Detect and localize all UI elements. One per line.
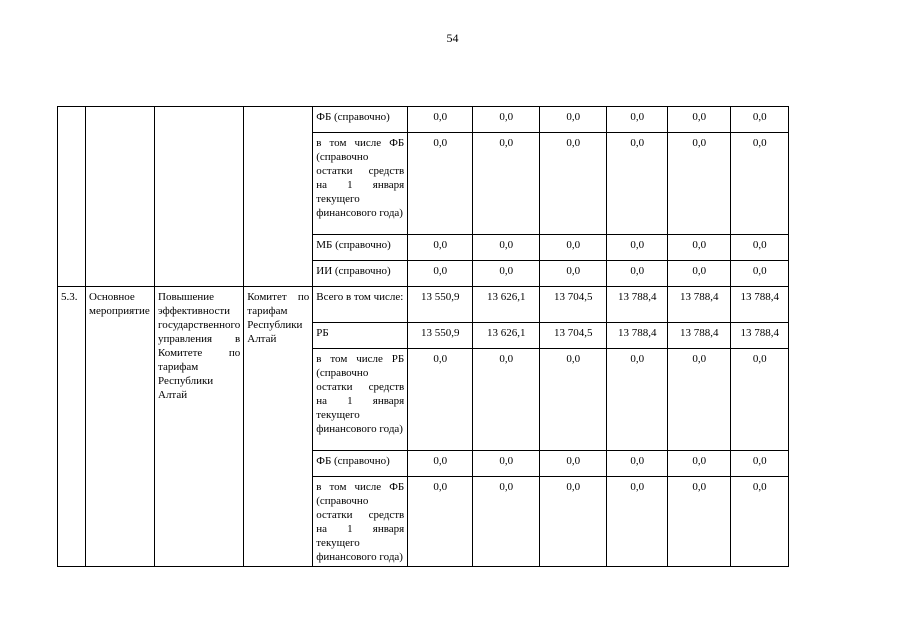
source-cell: ФБ (справочно)	[313, 107, 408, 133]
empty-cell	[155, 107, 244, 287]
value-cell: 0,0	[408, 107, 473, 133]
value-cell: 0,0	[731, 133, 789, 235]
value-cell: 0,0	[731, 451, 789, 477]
value-cell: 0,0	[408, 349, 473, 451]
value-cell: 0,0	[668, 261, 731, 287]
value-cell: 13 788,4	[668, 287, 731, 323]
value-cell: 0,0	[731, 349, 789, 451]
value-cell: 0,0	[473, 107, 540, 133]
value-cell: 0,0	[668, 235, 731, 261]
value-cell: 0,0	[473, 451, 540, 477]
source-cell: РБ	[313, 323, 408, 349]
value-cell: 0,0	[607, 451, 668, 477]
value-cell: 0,0	[607, 133, 668, 235]
table-row	[58, 107, 789, 133]
value-cell: 0,0	[607, 349, 668, 451]
value-cell: 0,0	[607, 235, 668, 261]
value-cell: 0,0	[408, 133, 473, 235]
value-cell: 13 626,1	[473, 323, 540, 349]
value-cell: 13 788,4	[607, 287, 668, 323]
source-cell: в том числе ФБ (справочно остатки средств на 1 января текущего финансового года)	[313, 133, 408, 235]
value-cell: 0,0	[668, 107, 731, 133]
value-cell: 0,0	[408, 235, 473, 261]
value-cell: 0,0	[731, 107, 789, 133]
empty-cell	[244, 107, 313, 287]
value-cell: 13 704,5	[540, 287, 607, 323]
value-cell: 0,0	[408, 261, 473, 287]
source-cell: в том числе ФБ (справочно остатки средств на 1 января текущего финансового года)	[313, 477, 408, 567]
value-cell: 0,0	[607, 261, 668, 287]
value-cell: 0,0	[473, 477, 540, 567]
value-cell: 0,0	[408, 451, 473, 477]
value-cell: 0,0	[731, 477, 789, 567]
value-cell: 0,0	[473, 349, 540, 451]
value-cell: 13 550,9	[408, 287, 473, 323]
value-cell: 0,0	[607, 107, 668, 133]
value-cell: 0,0	[473, 235, 540, 261]
value-cell: 0,0	[668, 451, 731, 477]
source-cell: ИИ (справочно)	[313, 261, 408, 287]
value-cell: 13 788,4	[607, 323, 668, 349]
table-row	[58, 287, 789, 323]
value-cell: 13 788,4	[731, 287, 789, 323]
value-cell: 0,0	[540, 133, 607, 235]
value-cell: 13 626,1	[473, 287, 540, 323]
budget-table	[57, 106, 789, 567]
value-cell: 0,0	[473, 133, 540, 235]
empty-cell	[58, 107, 86, 287]
value-cell: 0,0	[540, 451, 607, 477]
value-cell: 0,0	[540, 107, 607, 133]
value-cell: 0,0	[731, 261, 789, 287]
value-cell: 13 788,4	[668, 323, 731, 349]
value-cell: 13 788,4	[731, 323, 789, 349]
empty-cell	[86, 107, 155, 287]
item-type: Основное мероприятие	[86, 287, 155, 567]
source-cell: Всего в том числе:	[313, 287, 408, 323]
value-cell: 13 550,9	[408, 323, 473, 349]
value-cell: 13 704,5	[540, 323, 607, 349]
source-cell: ФБ (справочно)	[313, 451, 408, 477]
value-cell: 0,0	[607, 477, 668, 567]
item-number: 5.3.	[58, 287, 86, 567]
value-cell: 0,0	[408, 477, 473, 567]
value-cell: 0,0	[473, 261, 540, 287]
value-cell: 0,0	[540, 349, 607, 451]
value-cell: 0,0	[540, 261, 607, 287]
page-number: 54	[446, 31, 459, 45]
source-cell: в том числе РБ (справочно остатки средств на 1 января текущего финансового года)	[313, 349, 408, 451]
value-cell: 0,0	[668, 349, 731, 451]
item-name: Повышение эффективности государственного управления в Комитете по тарифам Республики Алтай	[155, 287, 244, 567]
item-executor: Комитет по тарифам Республики Алтай	[244, 287, 313, 567]
value-cell: 0,0	[540, 477, 607, 567]
value-cell: 0,0	[731, 235, 789, 261]
source-cell: МБ (справочно)	[313, 235, 408, 261]
value-cell: 0,0	[668, 133, 731, 235]
value-cell: 0,0	[668, 477, 731, 567]
value-cell: 0,0	[540, 235, 607, 261]
